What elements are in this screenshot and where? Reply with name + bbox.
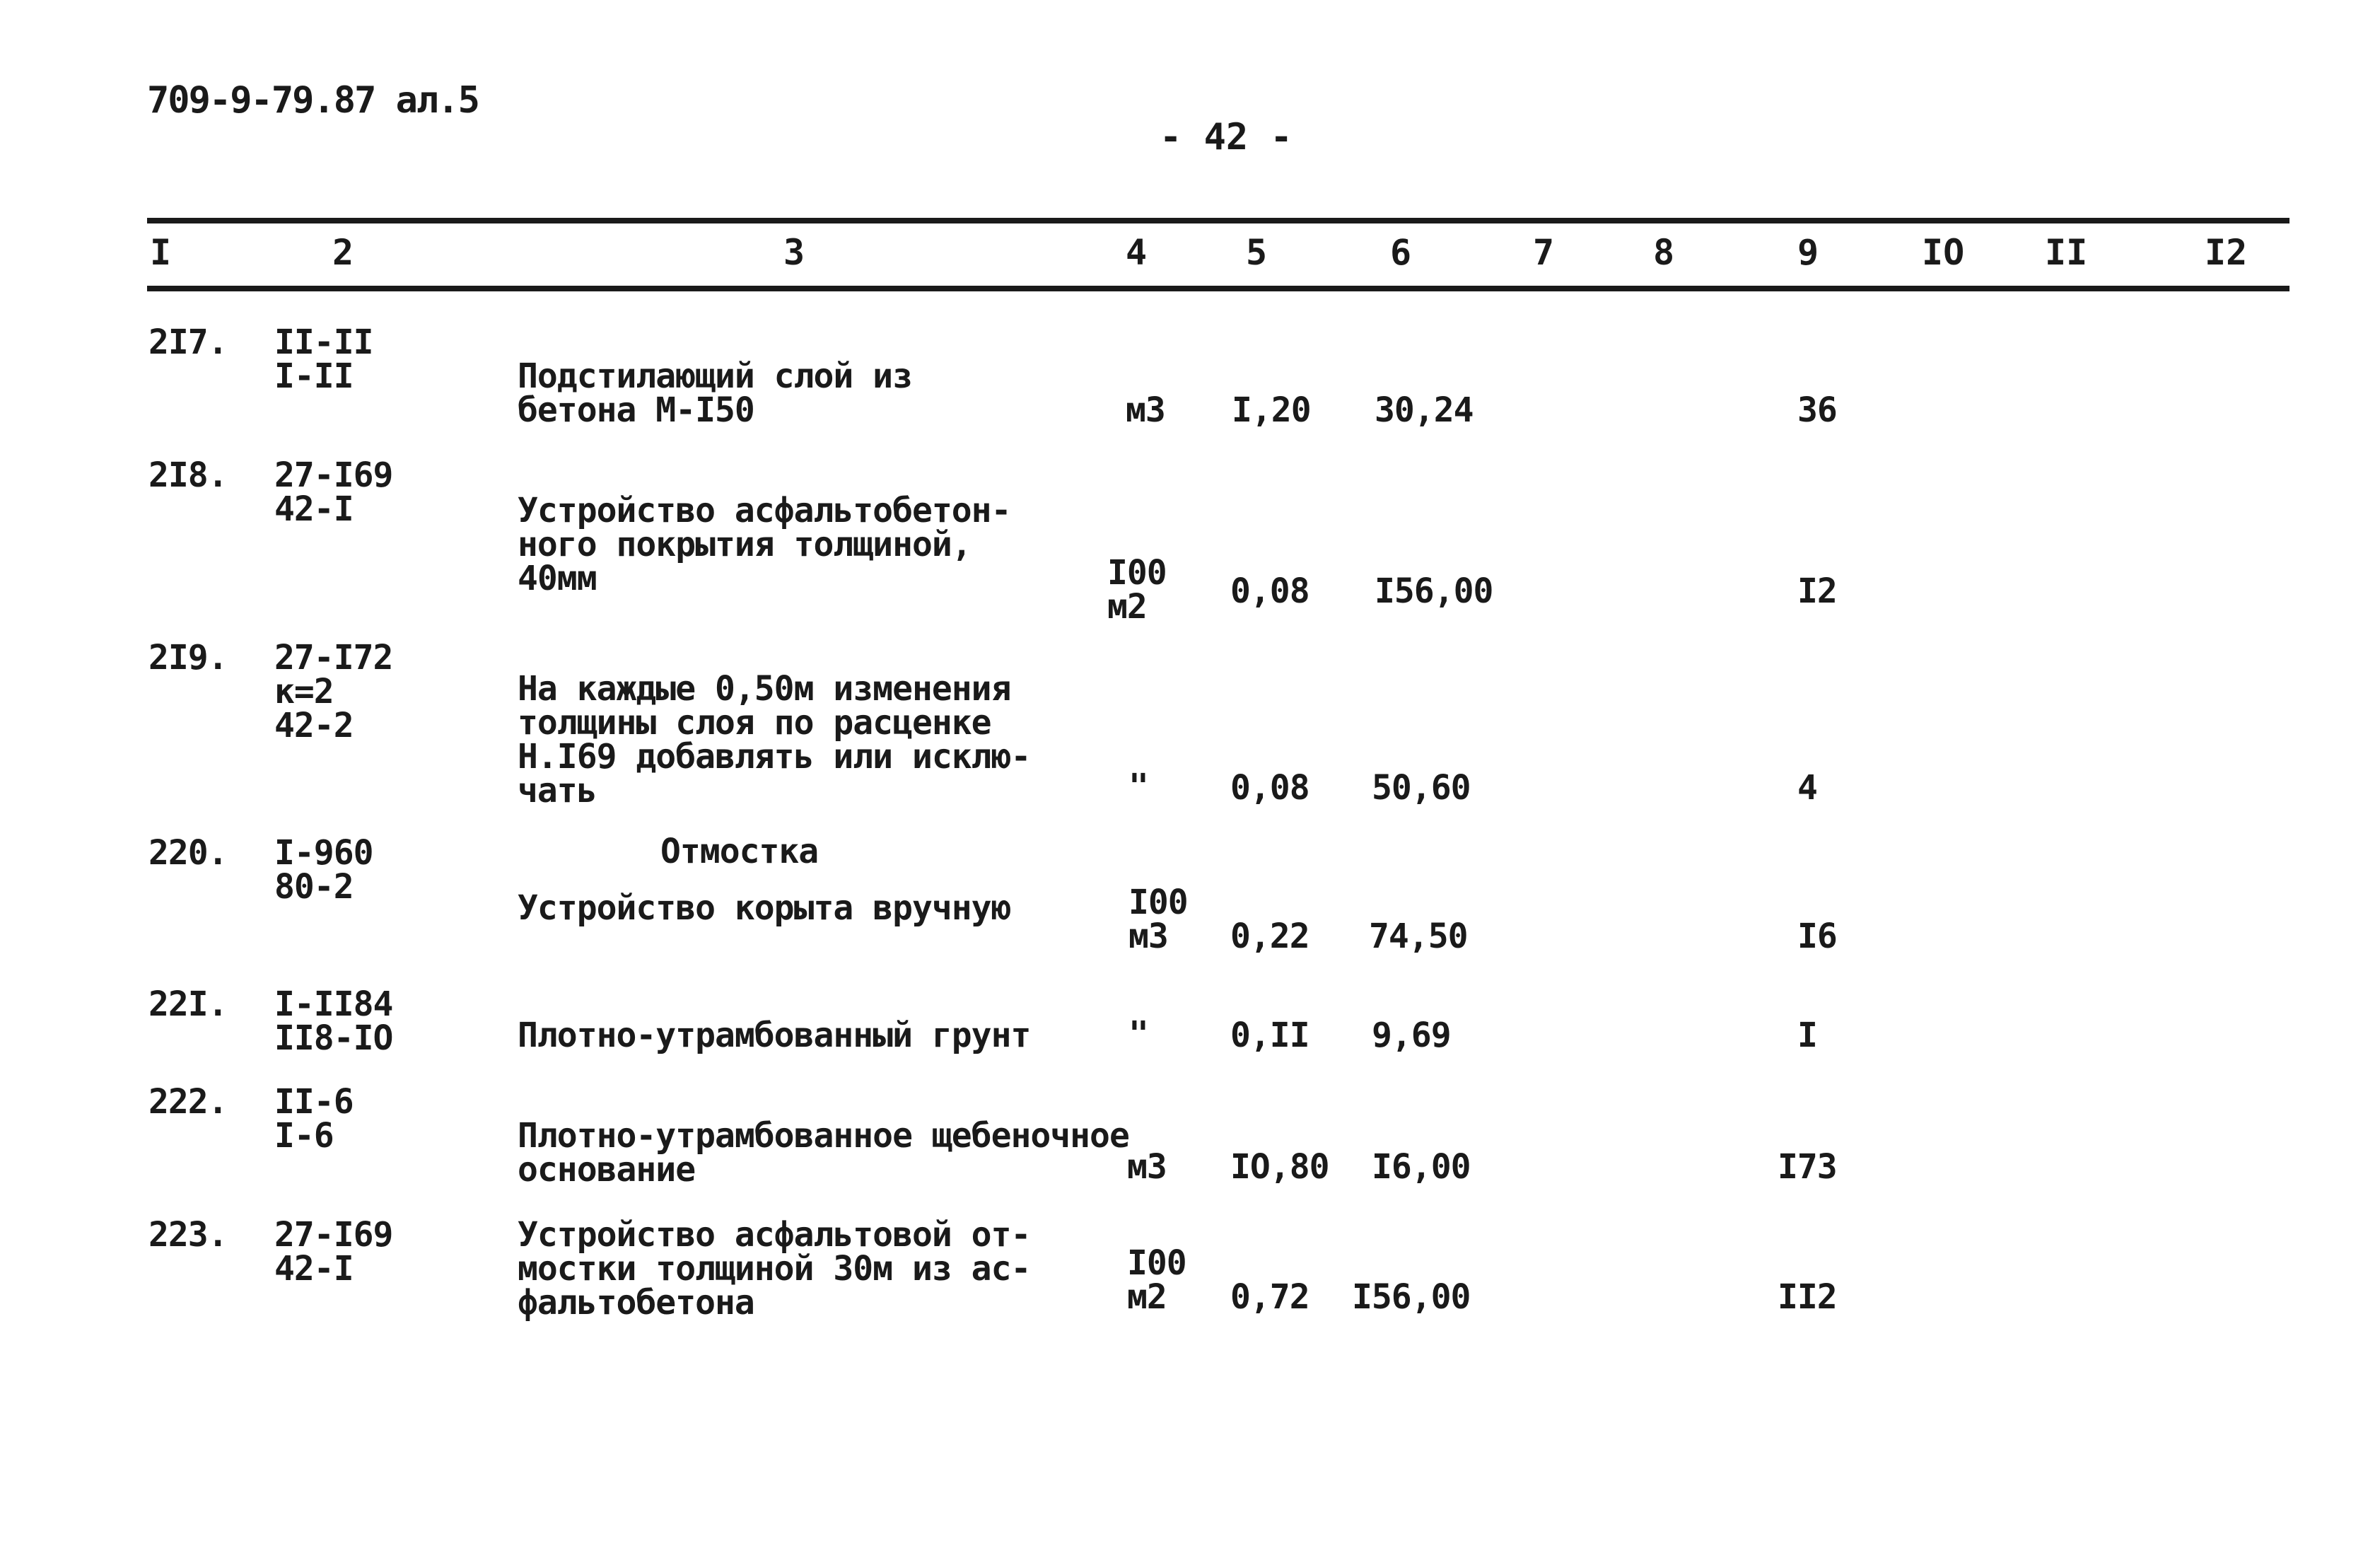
column-header-10: IO [1922,232,1965,273]
unit: I00 м2 [1107,553,1167,627]
rate-code: II-6 I-6 [274,1082,354,1156]
quantity: I,20 [1232,390,1311,430]
total: 4 [1797,768,1817,808]
row-number: 2I9. [148,638,228,678]
column-header-11: II [2045,232,2088,273]
unit-price: I56,00 [1375,571,1493,611]
total: I [1797,1016,1817,1055]
page-number: - 42 - [1160,116,1293,158]
row-number: 2I7. [148,322,228,362]
column-header-3: 3 [783,232,805,273]
unit: " [1128,767,1148,806]
column-header-2: 2 [332,232,354,273]
work-description: Устройство корыта вручную [518,888,1011,928]
unit: м3 [1127,1147,1167,1187]
column-header-4: 4 [1126,232,1148,273]
row-number: 220. [148,833,228,873]
rate-code: I-960 80-2 [274,833,373,907]
column-header-5: 5 [1246,232,1268,273]
work-description: Плотно-утрамбованный грунт [518,1016,1031,1055]
row-number: 22I. [148,984,228,1024]
document-code: 709-9-79.87 ал.5 [147,79,479,122]
unit-price: I56,00 [1352,1277,1471,1317]
unit-price: 74,50 [1369,917,1468,956]
row-number: 2I8. [148,455,228,495]
unit-price: I6,00 [1372,1147,1471,1187]
quantity: 0,08 [1230,571,1309,611]
total: I6 [1797,917,1837,956]
total: 36 [1797,390,1837,430]
rate-code: I-II84 II8-IO [274,984,393,1058]
quantity: 0,72 [1230,1277,1309,1317]
section-heading: Отмостка [660,832,819,871]
column-header-8: 8 [1653,232,1675,273]
rate-code: 27-I72 к=2 42-2 [274,638,393,745]
total: II2 [1778,1277,1837,1317]
row-number: 222. [148,1082,228,1122]
rate-code: II-II I-II [274,322,373,396]
unit-price: 30,24 [1375,390,1474,430]
table-top-rule [147,218,2289,223]
column-header-1: I [150,232,172,273]
column-header-6: 6 [1390,232,1412,273]
total: I73 [1778,1147,1837,1187]
column-header-9: 9 [1797,232,1819,273]
unit-price: 50,60 [1372,768,1471,808]
column-header-12: I2 [2205,232,2248,273]
quantity: 0,08 [1230,768,1309,808]
rate-code: 27-I69 42-I [274,1215,393,1289]
column-header-7: 7 [1533,232,1555,273]
unit: м3 [1126,390,1165,430]
unit: I00 м2 [1127,1243,1186,1317]
total: I2 [1797,571,1837,611]
rate-code: 27-I69 42-I [274,455,393,529]
unit-price: 9,69 [1372,1016,1451,1055]
quantity: 0,22 [1230,917,1309,956]
work-description: Подстилающий слой из бетона М-I50 [518,356,912,430]
unit: " [1128,1014,1148,1054]
row-number: 223. [148,1215,228,1255]
unit: I00 м3 [1128,883,1188,956]
work-description: На каждые 0,50м изменения толщины слоя по расценке Н.I69 добавлять или исклю- чать [518,669,1031,810]
quantity: 0,II [1230,1016,1309,1055]
work-description: Плотно-утрамбованное щебеночное основание [518,1116,1129,1190]
work-description: Устройство асфальтобетон- ного покрытия толщиной, 40мм [518,491,1011,598]
work-description: Устройство асфальтовой от- мостки толщиной 30м из ас- фальтобетона [518,1215,1031,1323]
table-header-rule [147,286,2289,291]
quantity: IO,80 [1230,1147,1329,1187]
